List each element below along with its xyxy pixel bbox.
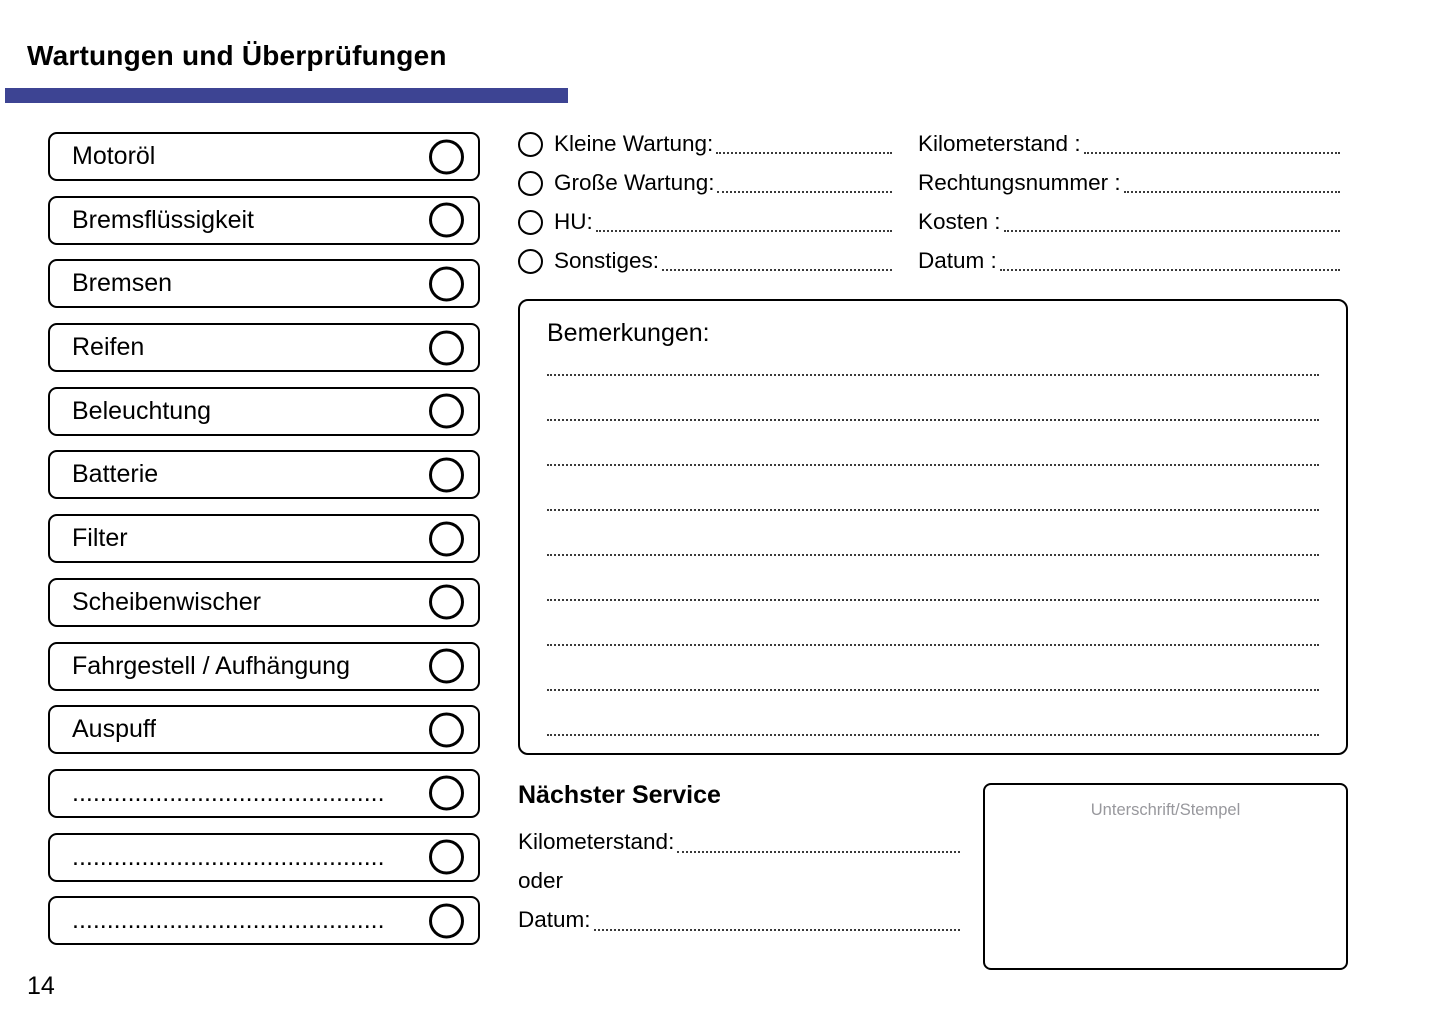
checklist-item <box>48 705 480 754</box>
detail-field-label: Datum : <box>918 248 997 273</box>
check-circle[interactable] <box>429 457 464 492</box>
fill-in-line[interactable] <box>716 152 892 154</box>
service-option <box>518 247 894 275</box>
checklist-item-label: Filter <box>72 524 128 553</box>
radio-circle[interactable] <box>518 249 543 274</box>
next-service-section <box>518 781 962 944</box>
next-service-date-label: Datum: <box>518 907 591 932</box>
next-service-km-row <box>518 827 962 857</box>
checklist-item <box>48 323 480 372</box>
page-number: 14 <box>27 972 55 1000</box>
page-title: Wartungen und Überprüfungen <box>27 40 447 71</box>
signature-box <box>983 783 1348 970</box>
detail-field <box>918 169 1342 197</box>
fill-in-line[interactable] <box>596 230 892 232</box>
check-circle[interactable] <box>429 266 464 301</box>
check-circle[interactable] <box>429 203 464 238</box>
check-circle[interactable] <box>429 840 464 875</box>
remark-line[interactable] <box>547 691 1319 736</box>
check-circle[interactable] <box>429 139 464 174</box>
remark-line[interactable] <box>547 376 1319 421</box>
next-service-or-label: oder <box>518 868 564 893</box>
remark-line[interactable] <box>547 646 1319 691</box>
detail-field-label: Rechtungsnummer : <box>918 170 1121 195</box>
service-option-label: Große Wartung: <box>554 170 715 195</box>
checklist-item-label: Beleuchtung <box>72 396 212 425</box>
remarks-title: Bemerkungen: <box>547 319 710 347</box>
remark-line[interactable] <box>547 331 1319 376</box>
checklist-item-label: Fahrgestell / Aufhängung <box>72 651 350 680</box>
checklist-item-label: Scheibenwischer <box>72 587 261 616</box>
detail-field <box>918 208 1342 236</box>
service-option-label: Sonstiges: <box>554 248 660 273</box>
service-type-options <box>518 130 894 286</box>
service-option <box>518 130 894 158</box>
check-circle[interactable] <box>429 903 464 938</box>
remark-line[interactable] <box>547 466 1319 511</box>
checklist-item <box>48 196 480 245</box>
service-option-label: Kleine Wartung: <box>554 131 714 156</box>
checklist-item <box>48 387 480 436</box>
radio-circle[interactable] <box>518 171 543 196</box>
checklist-item <box>48 769 480 818</box>
check-circle[interactable] <box>429 521 464 556</box>
service-detail-fields <box>918 130 1342 286</box>
checklist-item <box>48 514 480 563</box>
next-service-title: Nächster Service <box>518 781 721 809</box>
signature-label: Unterschrift/Stempel <box>1090 801 1241 819</box>
fill-in-line[interactable] <box>1000 269 1340 271</box>
checklist-item <box>48 450 480 499</box>
check-circle[interactable] <box>429 712 464 747</box>
checklist-item-label: ............................................. <box>72 778 385 807</box>
checklist-item <box>48 578 480 627</box>
remark-line[interactable] <box>547 511 1319 556</box>
remarks-lines <box>547 331 1319 736</box>
detail-field <box>918 130 1342 158</box>
checklist-item-label: ............................................. <box>72 842 385 871</box>
check-circle[interactable] <box>429 649 464 684</box>
remark-line[interactable] <box>547 421 1319 466</box>
check-circle[interactable] <box>429 585 464 620</box>
detail-field <box>918 247 1342 275</box>
checklist-item <box>48 896 480 945</box>
checklist-item-label: Batterie <box>72 460 159 489</box>
checklist-item-label: Bremsflüssigkeit <box>72 205 254 234</box>
next-service-km-label: Kilometerstand: <box>518 829 675 854</box>
fill-in-line[interactable] <box>717 191 892 193</box>
fill-in-line[interactable] <box>1004 230 1340 232</box>
radio-circle[interactable] <box>518 132 543 157</box>
service-option-label: HU: <box>554 209 593 234</box>
checklist-item <box>48 642 480 691</box>
fill-in-line[interactable] <box>677 851 960 853</box>
checklist-item-label: ............................................. <box>72 906 385 935</box>
checklist-item-label: Auspuff <box>72 715 157 744</box>
radio-circle[interactable] <box>518 210 543 235</box>
checklist-item <box>48 132 480 181</box>
next-service-date-row <box>518 905 962 935</box>
detail-field-label: Kosten : <box>918 209 1001 234</box>
checklist-item-label: Motoröl <box>72 142 156 170</box>
fill-in-line[interactable] <box>1084 152 1340 154</box>
service-option <box>518 169 894 197</box>
checklist-item-label: Bremsen <box>72 269 173 298</box>
detail-field-label: Kilometerstand : <box>918 131 1081 156</box>
remark-line[interactable] <box>547 601 1319 646</box>
fill-in-line[interactable] <box>662 269 892 271</box>
checklist <box>48 132 480 960</box>
accent-bar <box>5 88 568 103</box>
checklist-item <box>48 833 480 882</box>
remark-line[interactable] <box>547 556 1319 601</box>
check-circle[interactable] <box>429 776 464 811</box>
checklist-item <box>48 259 480 308</box>
remarks-box <box>518 299 1348 755</box>
check-circle[interactable] <box>429 330 464 365</box>
service-option <box>518 208 894 236</box>
fill-in-line[interactable] <box>1124 191 1340 193</box>
check-circle[interactable] <box>429 394 464 429</box>
checklist-item-label: Reifen <box>72 333 145 362</box>
fill-in-line[interactable] <box>594 929 960 931</box>
